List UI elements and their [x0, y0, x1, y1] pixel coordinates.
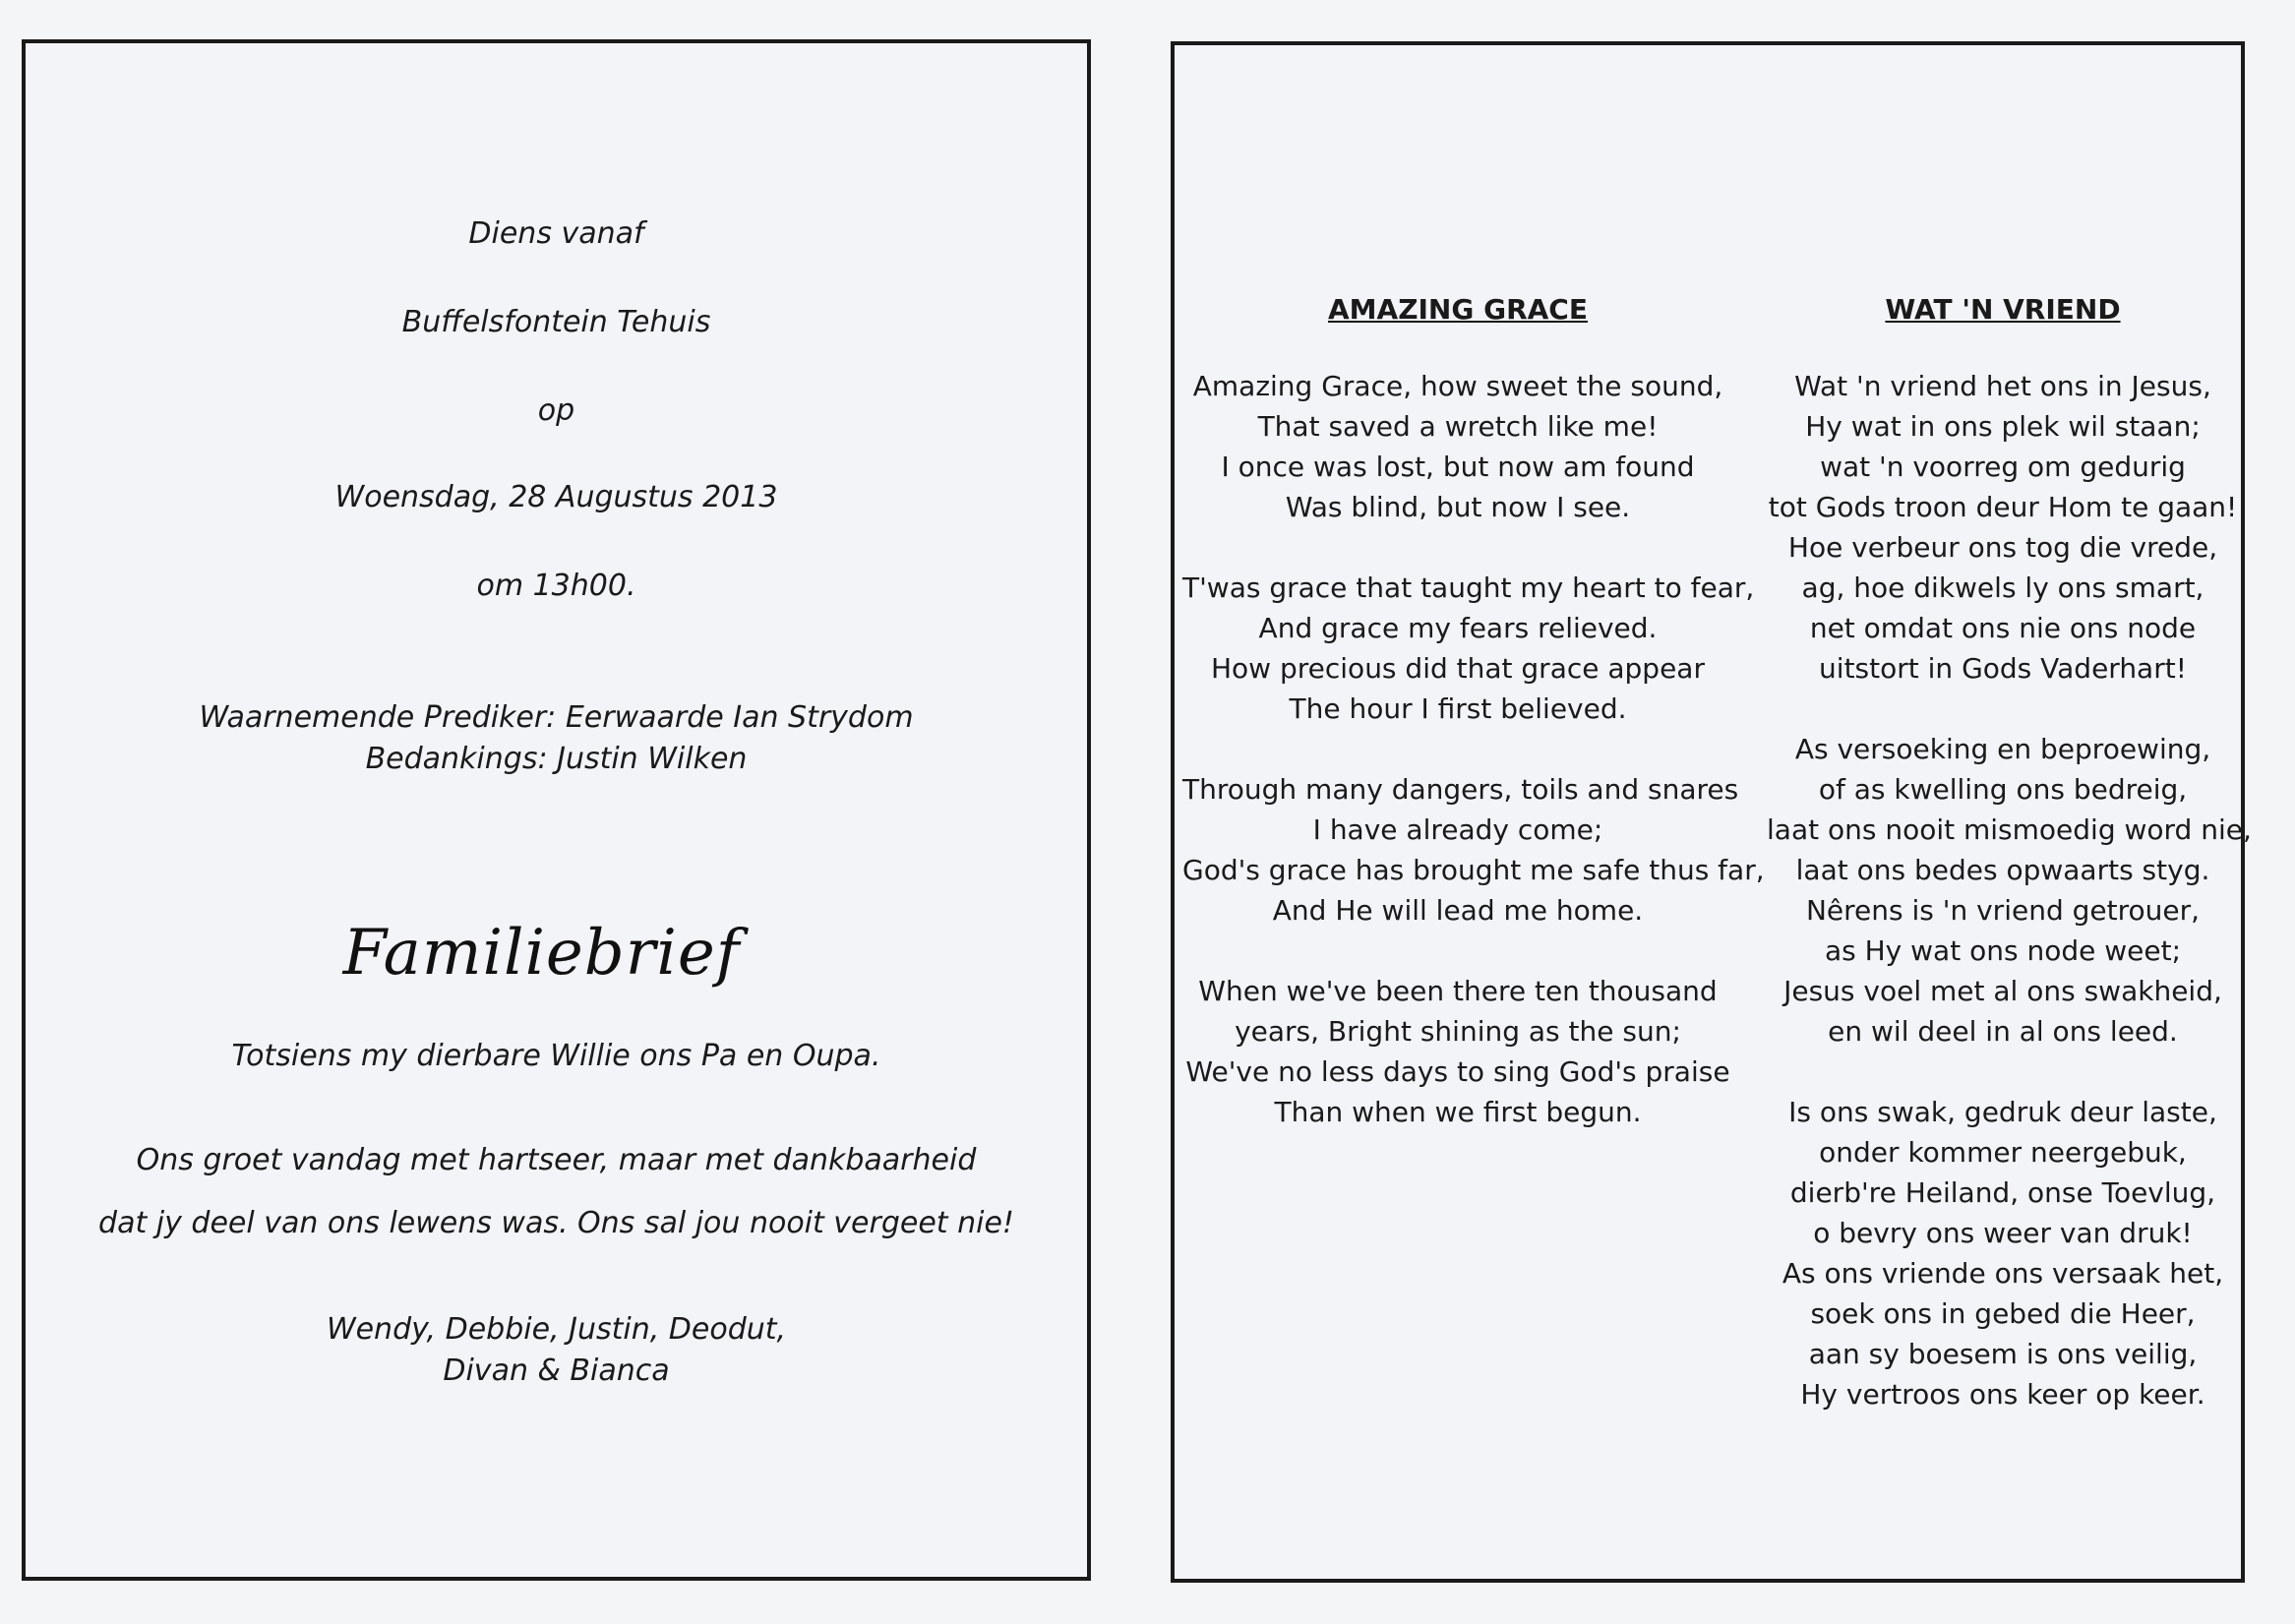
hymn-line: aan sy boesem is ons veilig,: [1808, 1338, 2198, 1370]
hymn-line: T'was grace that taught my heart to fear,: [1182, 571, 1755, 604]
hymn-line: Hoe verbeur ons tog die vrede,: [1787, 531, 2218, 564]
hymn-line: Amazing Grace, how sweet the sound,: [1192, 370, 1723, 402]
hymn-line: Hy vertroos ons keer op keer.: [1800, 1378, 2205, 1411]
hymn-line: And He will lead me home.: [1272, 894, 1644, 927]
message-line: dat jy deel van ons lewens was. Ons sal jou nooit vergeet nie!: [98, 1206, 1014, 1240]
hymn-title: WAT 'N VRIEND: [1885, 293, 2121, 326]
service-line: op: [537, 393, 575, 428]
message-line: Ons groet vandag met hartseer, maar met dankbaarheid: [136, 1143, 977, 1177]
hymn-stanza: [1767, 1092, 2239, 1414]
thanks-giver: Bedankings: Justin Wilken: [365, 742, 748, 776]
service-time: om 13h00.: [476, 569, 636, 603]
hymn-stanza: [1182, 366, 1733, 527]
hymn-line: When we've been there ten thousand: [1198, 975, 1718, 1007]
hymn-line: wat 'n voorreg om gedurig: [1820, 451, 2186, 483]
hymn-line: Nêrens is 'n vriend getrouer,: [1805, 894, 2201, 927]
hymn-line: en wil deel in al ons leed.: [1828, 1015, 2178, 1048]
right-page: [1171, 41, 2252, 1583]
hymn-title: AMAZING GRACE: [1328, 293, 1588, 326]
hymn-line: I have already come;: [1312, 813, 1603, 846]
hymn-amazing-grace: [1182, 289, 1765, 1173]
hymn-line: laat ons bedes opwaarts styg.: [1795, 854, 2210, 886]
service-venue: Buffelsfontein Tehuis: [401, 305, 711, 339]
hymn-line: I once was lost, but now am found: [1221, 451, 1695, 483]
signatories: Divan & Bianca: [443, 1353, 670, 1388]
hymn-line: Is ons swak, gedruk deur laste,: [1788, 1096, 2217, 1128]
hymn-line: tot Gods troon deur Hom te gaan!: [1768, 491, 2238, 523]
hymn-line: ag, hoe dikwels ly ons smart,: [1801, 571, 2204, 604]
hymn-line: That saved a wretch like me!: [1257, 410, 1659, 443]
left-page: [22, 39, 1091, 1581]
hymn-line: Through many dangers, toils and snares: [1182, 773, 1739, 806]
hymn-line: as Hy wat ons node weet;: [1824, 934, 2182, 967]
hymn-line: net omdat ons nie ons node: [1809, 612, 2197, 644]
hymn-line: laat ons nooit mismoedig word nie,: [1767, 813, 2252, 846]
hymn-line: years, Bright shining as the sun;: [1235, 1015, 1681, 1048]
hymn-line: Wat 'n vriend het ons in Jesus,: [1794, 370, 2211, 402]
hymn-line: Was blind, but now I see.: [1285, 491, 1631, 523]
hymn-line: God's grace has brought me safe thus far,: [1182, 854, 1765, 886]
hymn-line: dierb're Heiland, onse Toevlug,: [1789, 1176, 2216, 1209]
signatories: Wendy, Debbie, Justin, Deodut,: [326, 1312, 787, 1347]
hymn-line: onder kommer neergebuk,: [1819, 1136, 2187, 1169]
hymn-line: Than when we first begun.: [1274, 1096, 1642, 1128]
hymn-line: The hour I first believed.: [1289, 692, 1627, 725]
hymn-stanza: [1182, 971, 1733, 1132]
letter-title: Familiebrief: [342, 917, 741, 990]
service-date: Woensdag, 28 Augustus 2013: [334, 480, 778, 514]
hymn-line: Hy wat in ons plek wil staan;: [1805, 410, 2201, 443]
service-line: Diens vanaf: [468, 216, 644, 251]
hymn-stanza: [1767, 366, 2239, 689]
hymn-stanza: [1767, 729, 2252, 1052]
hymn-stanza: [1182, 769, 1765, 931]
hymn-line: As ons vriende ons versaak het,: [1782, 1257, 2224, 1290]
hymn-line: o bevry ons weer van druk!: [1813, 1217, 2193, 1249]
farewell-line: Totsiens my dierbare Willie ons Pa en Oupa.: [231, 1039, 881, 1073]
hymn-line: How precious did that grace appear: [1211, 652, 1705, 685]
hymn-line: of as kwelling ons bedreig,: [1818, 773, 2188, 806]
hymn-line: And grace my fears relieved.: [1258, 612, 1658, 644]
hymn-line: Jesus voel met al ons swakheid,: [1783, 975, 2222, 1007]
hymn-line: soek ons in gebed die Heer,: [1810, 1297, 2196, 1330]
hymn-line: We've no less days to sing God's praise: [1185, 1055, 1730, 1088]
hymn-wat-n-vriend: [1767, 289, 2252, 1455]
hymn-line: As versoeking en beproewing,: [1794, 733, 2211, 765]
hymn-stanza: [1182, 568, 1755, 729]
hymn-line: uitstort in Gods Vaderhart!: [1819, 652, 2187, 685]
officiating-preacher: Waarnemende Prediker: Eerwaarde Ian Strydom: [199, 700, 914, 735]
